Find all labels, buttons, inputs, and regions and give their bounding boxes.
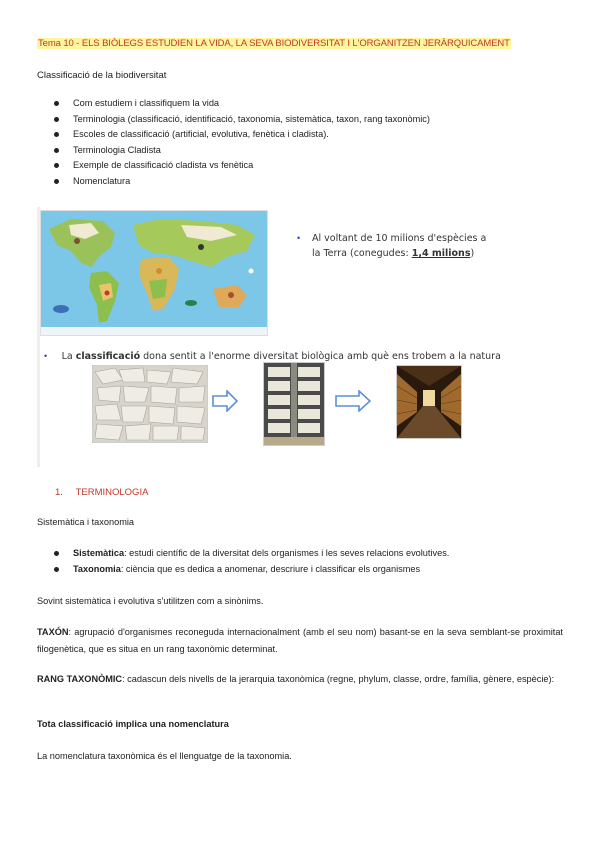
library-shelves-image <box>263 362 325 446</box>
slide-bullet-classification: • La classificació dona sentit a l'enorme diversitat biològica amb què ens trobem a la natura <box>44 351 501 362</box>
list-item: Sistemàtica: estudi científic de la diversitat dels organismes i les seves relacions evolutives. <box>73 548 449 564</box>
list-item: Com estudiem i classifiquem la vida <box>73 98 430 114</box>
nomenclature-heading: Tota classificació implica una nomenclatura <box>37 719 229 729</box>
world-map-image <box>40 210 268 336</box>
list-item: Terminologia Cladista <box>73 145 430 161</box>
outline-list <box>73 98 430 191</box>
document-title: Tema 10 - ELS BIÒLEGS ESTUDIEN LA VIDA, LA SEVA BIODIVERSITAT I L'ORGANITZEN JERÀRQUICAMENT <box>38 38 510 49</box>
list-item: Terminologia (classificació, identificació, taxonomia, sistemàtica, taxon, rang taxonòmic) <box>73 114 430 130</box>
bullet-icon: • <box>297 233 301 243</box>
subheading: Sistemàtica i taxonomia <box>37 517 135 527</box>
section-heading: 1. TERMINOLOGIA <box>55 487 149 498</box>
bullet-icon <box>54 179 59 184</box>
right-arrow-icon <box>335 390 371 412</box>
list-item: Nomenclatura <box>73 176 430 192</box>
list-item: Taxonomia: ciència que es dedica a anomenar, descriure i classificar els organismes <box>73 564 449 580</box>
bullet-icon <box>54 117 59 122</box>
bullet-icon <box>54 132 59 137</box>
papers-pile-image <box>92 365 208 443</box>
taxon-paragraph: TAXÓN: agrupació d'organismes reconeguda internacionalment (amb el seu nom) basant-se en la seva semblant-se proximitat filogenètica, que es situa en un rang taxonòmic determinat. <box>37 627 563 654</box>
rank-paragraph: RANG TAXONÒMIC: cadascun dels nivells de la jerarquia taxonòmica (regne, phylum, classe, ordre, família, gènere, espècie): <box>37 674 555 684</box>
bullet-icon <box>54 148 59 153</box>
bullet-icon <box>54 551 59 556</box>
bullet-icon <box>54 567 59 572</box>
definitions-list <box>73 548 449 579</box>
bullet-icon <box>54 101 59 106</box>
bullet-icon <box>54 163 59 168</box>
bullet-icon: • <box>44 351 48 361</box>
right-arrow-icon <box>212 390 238 412</box>
list-item: Escoles de classificació (artificial, evolutiva, fenètica i cladista). <box>73 129 430 145</box>
section-subtitle: Classificació de la biodiversitat <box>37 70 167 81</box>
synonyms-paragraph: Sovint sistemàtica i evolutiva s'utilitzen com a sinònims. <box>37 596 264 606</box>
nomenclature-paragraph: La nomenclatura taxonòmica és el llenguatge de la taxonomia. <box>37 751 292 761</box>
list-item: Exemple de classificació cladista vs fenètica <box>73 160 430 176</box>
library-hall-image <box>396 365 462 439</box>
